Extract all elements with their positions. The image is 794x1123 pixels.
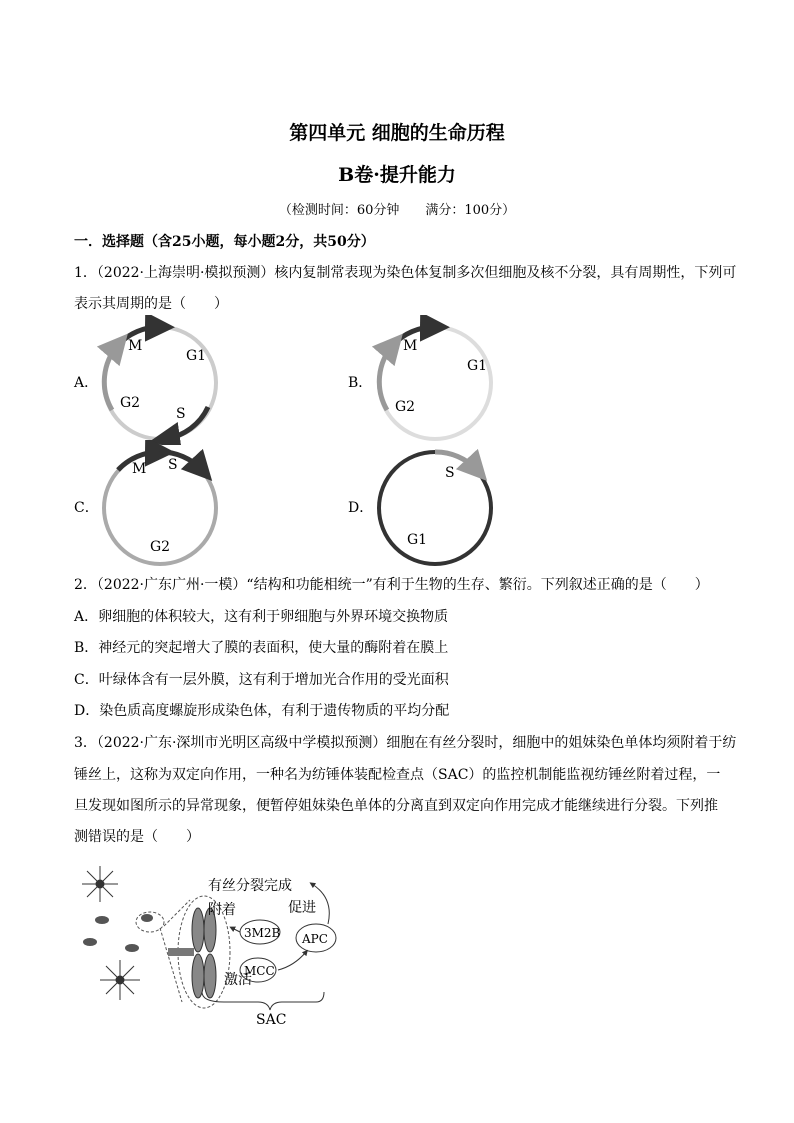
cycle-c-label-s: S — [168, 457, 178, 473]
q3-stem-line1: 3．（2022·广东·深圳市光明区高级中学模拟预测）细胞在有丝分裂时，细胞中的姐妹染色单体均须附着于纺 — [74, 735, 737, 751]
cycle-c-label-m: M — [132, 461, 147, 477]
cycle-b-label-m: M — [403, 338, 418, 354]
chromosome-small-1 — [83, 914, 153, 952]
q2-stem: 2．（2022·广东广州·一模）“结构和功能相统一”有利于生物的生存、繁衍。下列叙述正确的是（ ） — [74, 577, 709, 593]
exam-info: （检测时间：60分钟 满分：100分） — [278, 203, 516, 218]
q1-option-d-label[interactable]: D． — [348, 500, 374, 516]
label-promote: 促进 — [288, 900, 316, 916]
q2-option-c[interactable]: C．叶绿体含有一层外膜，这有利于增加光合作用的受光面积 — [74, 672, 449, 688]
chromosome-large — [192, 908, 216, 998]
cycle-a-g2-arc — [104, 345, 118, 410]
label-mitosis-done: 有丝分裂完成 — [208, 878, 292, 894]
label-sac: SAC — [256, 1012, 287, 1028]
q3-stem-line3: 旦发现如图所示的异常现象，便暂停姐妹染色单体的分离直到双定向作用完成才能继续进行分裂。下列推 — [74, 798, 718, 814]
spindle-fiber — [168, 948, 194, 956]
label-mcc: MCC — [244, 964, 275, 978]
q1-stem-line2: 表示其周期的是（ ） — [74, 296, 228, 312]
label-attach: 附着 — [208, 902, 236, 918]
q1-option-a-label[interactable]: A． — [74, 375, 99, 391]
q2-option-b[interactable]: B．神经元的突起增大了膜的表面积，使大量的酶附着在膜上 — [74, 640, 449, 656]
paper-title: B卷·提升能力 — [338, 164, 456, 186]
cycle-b-g2-arc — [379, 345, 393, 410]
q1-option-b-label[interactable]: B． — [348, 375, 373, 391]
unit-title: 第四单元 细胞的生命历程 — [289, 122, 505, 144]
sac-figure — [72, 858, 362, 1028]
cycle-c-label-g2: G2 — [150, 539, 171, 555]
cycle-c-s-arc — [160, 452, 202, 470]
q1-option-c-label[interactable]: C． — [74, 500, 99, 516]
cycle-a-label-m: M — [128, 338, 143, 354]
q2-option-a[interactable]: A．卵细胞的体积较大，这有利于卵细胞与外界环境交换物质 — [74, 609, 449, 625]
cycle-a-label-g2: G2 — [120, 395, 141, 411]
label-activate: 激活 — [224, 972, 252, 988]
cycle-b-label-g1: G1 — [467, 358, 488, 374]
cycle-a-label-g1: G1 — [186, 348, 207, 364]
label-apc: APC — [302, 932, 328, 946]
cycle-d-label-g1: G1 — [407, 532, 428, 548]
cycle-diagram-a — [90, 315, 230, 445]
label-3m2b: 3M2B — [244, 926, 281, 940]
q3-stem-line4: 测错误的是（ ） — [74, 829, 200, 845]
sac-brace — [202, 992, 324, 1010]
aster-bottom-left — [100, 960, 140, 1000]
cycle-a-label-s: S — [176, 406, 186, 422]
aster-top-left — [82, 866, 118, 902]
cycle-d-s-arc — [435, 452, 477, 470]
q1-stem-line1: 1．（2022·上海崇明·模拟预测）核内复制常表现为染色体复制多次但细胞及核不分裂，具有周期性，下列可 — [74, 265, 737, 281]
q2-option-d[interactable]: D．染色质高度螺旋形成染色体，有利于遗传物质的平均分配 — [74, 703, 450, 719]
cycle-diagram-d — [365, 440, 505, 570]
cycle-diagram-b — [365, 315, 505, 445]
cycle-b-label-g2: G2 — [395, 399, 416, 415]
cycle-d-label-s: S — [445, 465, 455, 481]
section-heading: 一．选择题（含25小题，每小题2分，共50分） — [74, 234, 375, 250]
q3-stem-line2: 锤丝上，这称为双定向作用，一种名为纺锤体装配检查点（SAC）的监控机制能监视纺锤丝附着过程，一 — [74, 767, 721, 783]
cycle-diagram-c — [90, 440, 230, 570]
